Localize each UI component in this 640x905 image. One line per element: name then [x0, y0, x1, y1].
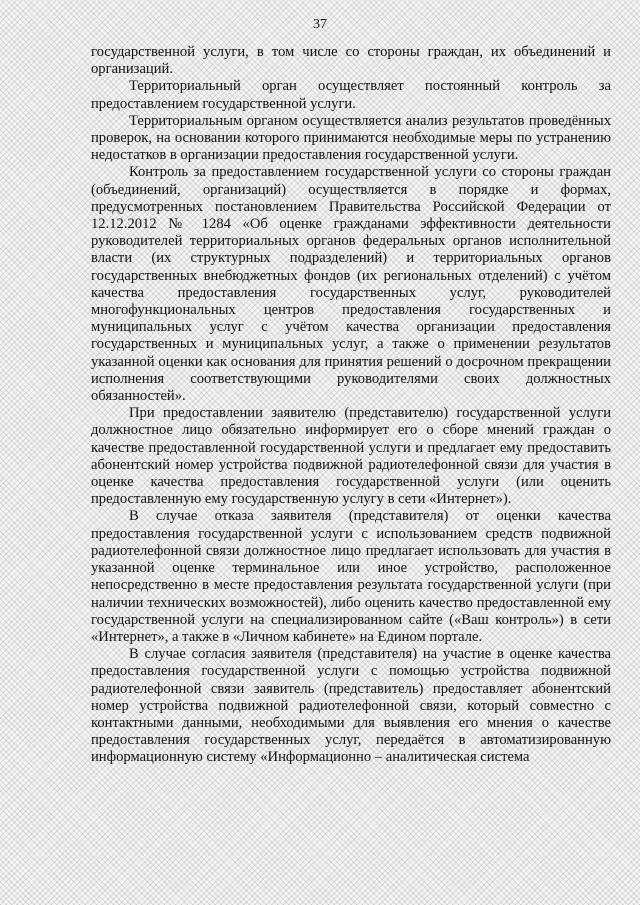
paragraph-opinion-collection: При предоставлении заявителю (представителю) государственной услуги должностное лицо обязательно информирует его о сборе мнений граждан о качестве предоставленной государственной услуги и предлагает ему предоставить абонентский номер устройства подвижной радиотелефонной связи для участия в оценке качества предоставления государственной услуги (или оценить предоставленную ему государственную услугу в сети «Интернет»). — [91, 405, 611, 508]
paragraph-refusal-case: В случае отказа заявителя (представителя) от оценки качества предоставления государственной услуги с использованием средств подвижной радиотелефонной связи должностное лицо предлагает использовать для участия в указанной оценке терминальное или иное устройство, расположенное непосредственно в месте предоставления результата государственной услуги (при наличии технических возможностей), либо оценить качество предоставленной ему государственной услуги на специализированном сайте («Ваш контроль») в сети «Интернет», а также в «Личном кабинете» на Едином портале. — [91, 508, 611, 645]
document-body — [91, 44, 611, 767]
paragraph-citizen-control: Контроль за предоставлением государственной услуги со стороны граждан (объединений, организаций) осуществляется в порядке и формах, предусмотренных постановлением Правительства Российской Федерации от 12.12.2012 № 1284 «Об оценке гражданами эффективности деятельности руководителей территориальных органов федеральных органов исполнительной власти (их структурных подразделений) и территориальных органов государственных внебюджетных фондов (их региональных отделений) с учётом качества предоставления государственных услуг, руководителей многофункциональных центров предоставления государственных и муниципальных услуг с учётом качества организации предоставления государственных и муниципальных услуг, а также о применении результатов указанной оценки как основания для принятия решений о досрочном прекращении исполнения соответствующими руководителями своих должностных обязанностей». — [91, 164, 611, 405]
paragraph-consent-case: В случае согласия заявителя (представителя) на участие в оценке качества предоставления государственной услуги с помощью устройства подвижной радиотелефонной связи заявитель (представитель) предоставляет абонентский номер устройства подвижной радиотелефонной связи, который совместно с контактными данными, необходимыми для выявления его мнения о качестве предоставления государственных услуг, передаётся в автоматизированную информационную систему «Информационно – аналитическая система — [91, 646, 611, 766]
paragraph-continuation: государственной услуги, в том числе со стороны граждан, их объединений и организаций. — [91, 44, 611, 78]
paragraph-inspection-analysis: Территориальным органом осуществляется анализ результатов проведённых проверок, на основании которого принимаются необходимые меры по устранению недостатков в организации предоставления государственной услуги. — [91, 112, 611, 164]
paragraph-permanent-control: Территориальный орган осуществляет постоянный контроль за предоставлением государственной услуги. — [91, 78, 611, 112]
page-number: 37 — [313, 17, 327, 32]
